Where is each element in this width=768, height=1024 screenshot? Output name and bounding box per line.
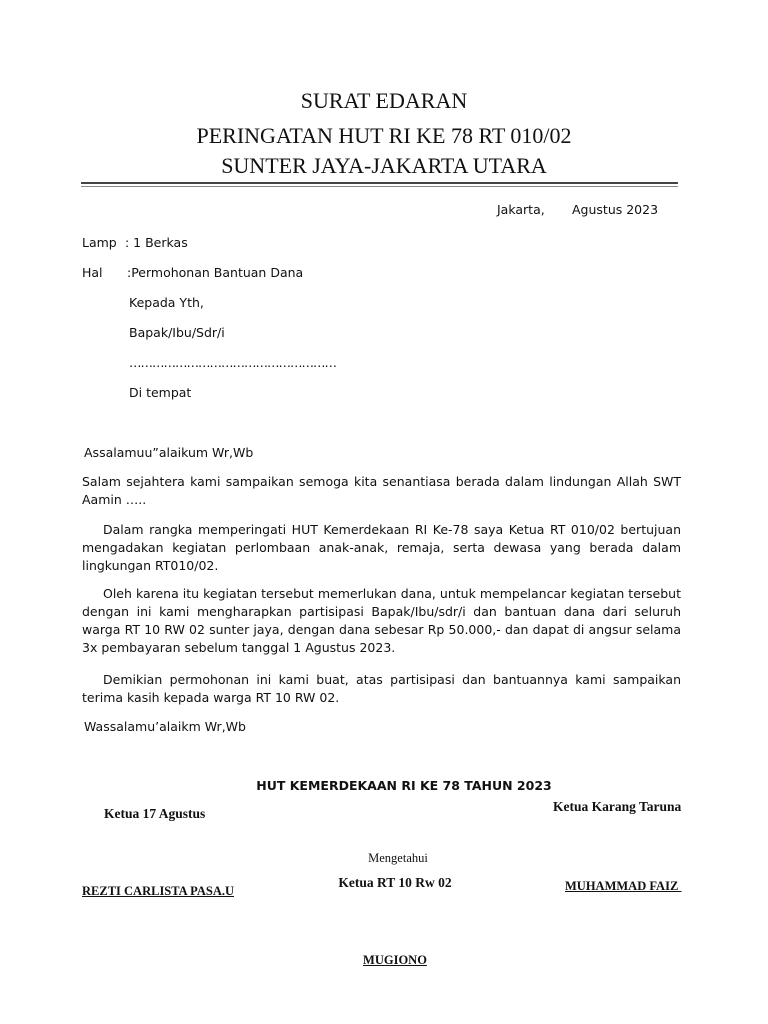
date-place: Jakarta, xyxy=(497,202,545,217)
recipient-name: Bapak/Ibu/Sdr/i xyxy=(129,325,225,340)
paragraph-4: Demikian permohonan ini kami buat, atas partisipasi dan bantuannya kami sampaikan terima kasih kepada warga RT 10 RW 02. xyxy=(82,672,681,705)
left-signer-role: Ketua 17 Agustus xyxy=(104,806,206,821)
paragraph-3: Oleh karena itu kegiatan tersebut memerlukan dana, untuk mempelancar kegiatan tersebut dengan ini kami mengharapkan partisipasi Bapak/Ibu/sdr/i dan bantuan dana dari seluruh warga RT 10 RW 02 sunter jaya, dengan dana sebesar Rp 50.000,- dan dapat di angsur selama 3x pembayaran sebelum tanggal 1 Agustus 2023. xyxy=(82,586,681,655)
center-signer-role: Ketua RT 10 Rw 02 xyxy=(338,875,452,890)
greeting: Assalamuu”alaikum Wr,Wb xyxy=(84,445,254,460)
header-divider-thin xyxy=(81,186,678,187)
recipient-salutation: Kepada Yth, xyxy=(129,295,204,310)
closing: Wassalamu’alaikm Wr,Wb xyxy=(84,719,246,734)
header-divider xyxy=(81,182,678,184)
lamp-value: : 1 Berkas xyxy=(125,235,188,250)
right-signer-role: Ketua Karang Taruna xyxy=(553,799,682,814)
event-title: HUT KEMERDEKAAN RI KE 78 TAHUN 2023 xyxy=(256,778,552,793)
letter-subtitle: PERINGATAN HUT RI KE 78 RT 010/02 xyxy=(196,123,572,148)
center-signer-name: MUGIONO xyxy=(363,953,427,967)
paragraph-2: Dalam rangka memperingati HUT Kemerdekaan RI Ke-78 saya Ketua RT 010/02 bertujuan mengadakan kegiatan perlombaan anak-anak, remaja, serta dewasa yang berada dalam lingkungan RT010/02. xyxy=(82,522,681,573)
center-note: Mengetahui xyxy=(368,851,428,865)
letter-location-heading: SUNTER JAYA-JAKARTA UTARA xyxy=(221,153,547,178)
hal-label: Hal xyxy=(82,265,103,280)
recipient-place: Di tempat xyxy=(129,385,192,400)
letter-title: SURAT EDARAN xyxy=(300,88,468,113)
lamp-label: Lamp xyxy=(82,235,117,250)
paragraph-1: Salam sejahtera kami sampaikan semoga kita senantiasa berada dalam lindungan Allah SWT Aamin ….. xyxy=(82,474,681,507)
right-signer-name: MUHAMMAD FAIZ xyxy=(565,879,682,893)
hal-value: :Permohonan Bantuan Dana xyxy=(127,265,304,280)
left-signer-name: REZTI CARLISTA PASA.U xyxy=(82,884,235,898)
recipient-blank: ……………………………………………… xyxy=(129,355,336,370)
date-month-year: Agustus 2023 xyxy=(572,202,659,217)
